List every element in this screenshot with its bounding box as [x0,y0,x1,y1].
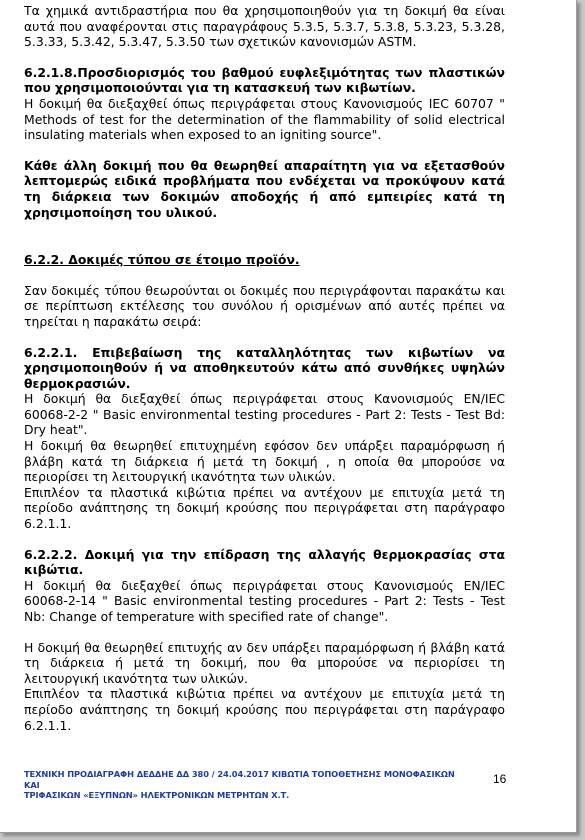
paragraph-success-criteria-1: Η δοκιμή θα θεωρηθεί επιτυχημένη εφόσον δεν υπάρξει παραμόρφωση ή βλάβη κατά τη διάρκεια ή μετά τη δοκιμή , η οποία θα μπορούσε να περιορίσει τη λειτουργική ικανότητα των υλικών. [24,438,505,485]
footer-line-1: ΤΕΧΝΙΚΗ ΠΡΟΔΙΑΓΡΑΦΗ ΔΕΔΔΗΕ ΔΔ 380 / 24.04.2017 ΚΙΒΩΤΙΑ ΤΟΠΟΘΕΤΗΣΗΣ ΜΟΝΟΦΑΣΙΚΩΝ ΚΑΙ [24,769,455,790]
paragraph-success-criteria-2: Η δοκιμή θα θεωρηθεί επιτυχής αν δεν υπάρξει παραμόρφωση ή βλάβη κατά τη διάρκεια ή μετά τη δοκιμή, που θα μπορούσε να περιορίσει τη λειτουργική ικανότητα των υλικών. [24,639,505,686]
paragraph-en-iec-60068-2-14: Η δοκιμή θα διεξαχθεί όπως περιγράφεται στους Κανονισμούς EN/IEC 60068-2-14 " Basic environmental testing procedures - Part 2: Tests - Test Nb: Change of temperature with specified rate of change". [24,577,505,624]
page-footer [24,769,464,801]
page-body [24,3,505,733]
paragraph-impact-test-1: Επιπλέον τα πλαστικά κιβώτια πρέπει να αντέχουν με επιτυχία μετά τη περίοδο ανάπτησης τη δοκιμή κρούσης που περιγράφεται στη παράγραφο 6.2.1.1. [24,484,505,532]
paragraph-chemical-reagents: Τα χημικά αντιδραστήρια που θα χρησιμοποιηθούν για τη δοκιμή θα είναι αυτά που αναφέρονται στις παραγράφους 5.3.5, 5.3.7, 5.3.8, 5.3.23, 5.3.28, 5.3.33, 5.3.42, 5.3.47, 5.3.50 των σχετικών κανονισμών ASTM. [24,3,505,50]
footer-line-2: ΤΡΙΦΑΣΙΚΩΝ «ΕΞΥΠΝΩΝ» ΗΛΕΚΤΡΟΝΙΚΩΝ ΜΕΤΡΗΤΩΝ Χ.Τ. [24,790,290,800]
heading-6-2-1-8: 6.2.1.8.Προσδιορισμός του βαθμού ευφλεξιμότητας των πλαστικών που χρησιμοποιούνται για τη κατασκευή των κιβωτίων. [24,64,505,96]
paragraph-impact-test-2: Επιπλέον τα πλαστικά κιβώτια πρέπει να αντέχουν με επιτυχία μετά τη περίοδο ανάπτησης τη δοκιμή κρούσης που περιγράφεται στη παράγραφο 6.2.1.1. [24,686,505,733]
paragraph-other-tests: Κάθε άλλη δοκιμή που θα θεωρηθεί απαραίτητη για να εξετασθούν λεπτομερώς ειδικά προβλήματα που ενδέχεται να προκύψουν κατά τη διάρκεια των δοκιμών αποδοχής ή από εμπειρίες κατά τη χρησιμοποίηση του υλικού. [24,157,505,220]
page-number: 16 [493,772,507,786]
paragraph-en-iec-60068-2-2: Η δοκιμή θα διεξαχθεί όπως περιγράφεται στους Κανονισμούς EN/IEC 60068-2-2 " Basic environmental testing procedures - Part 2: Tests - Test Bd: Dry heat". [24,391,505,438]
heading-6-2-2: 6.2.2. Δοκιμές τύπου σε έτοιμο προϊόν. [24,252,300,268]
paragraph-iec-60707: Η δοκιμή θα διεξαχθεί όπως περιγράφεται στους Κανονισμούς IEC 60707 " Methods of test for the determination of the flammability of solid electrical insulating materials when exposed to an igniting source". [24,95,505,143]
heading-6-2-2-2: 6.2.2.2. Δοκιμή για την επίδραση της αλλαγής θερμοκρασίας στα κιβώτια. [24,546,505,578]
heading-6-2-2-1: 6.2.2.1. Επιβεβαίωση της καταλληλότητας των κιβωτίων να χρησιμοποιηθούν ή να αποθηκευτούν κάτω από συνθήκες υψηλών θερμοκρασιών. [24,344,505,391]
paragraph-type-tests-intro: Σαν δοκιμές τύπου θεωρούνται οι δοκιμές που περιγράφονται παρακάτω και σε περίπτωση εκτέλεσης του συνόλου ή ορισμένων από αυτές πρέπει να τηρείται η παρακάτω σειρά: [24,282,505,329]
